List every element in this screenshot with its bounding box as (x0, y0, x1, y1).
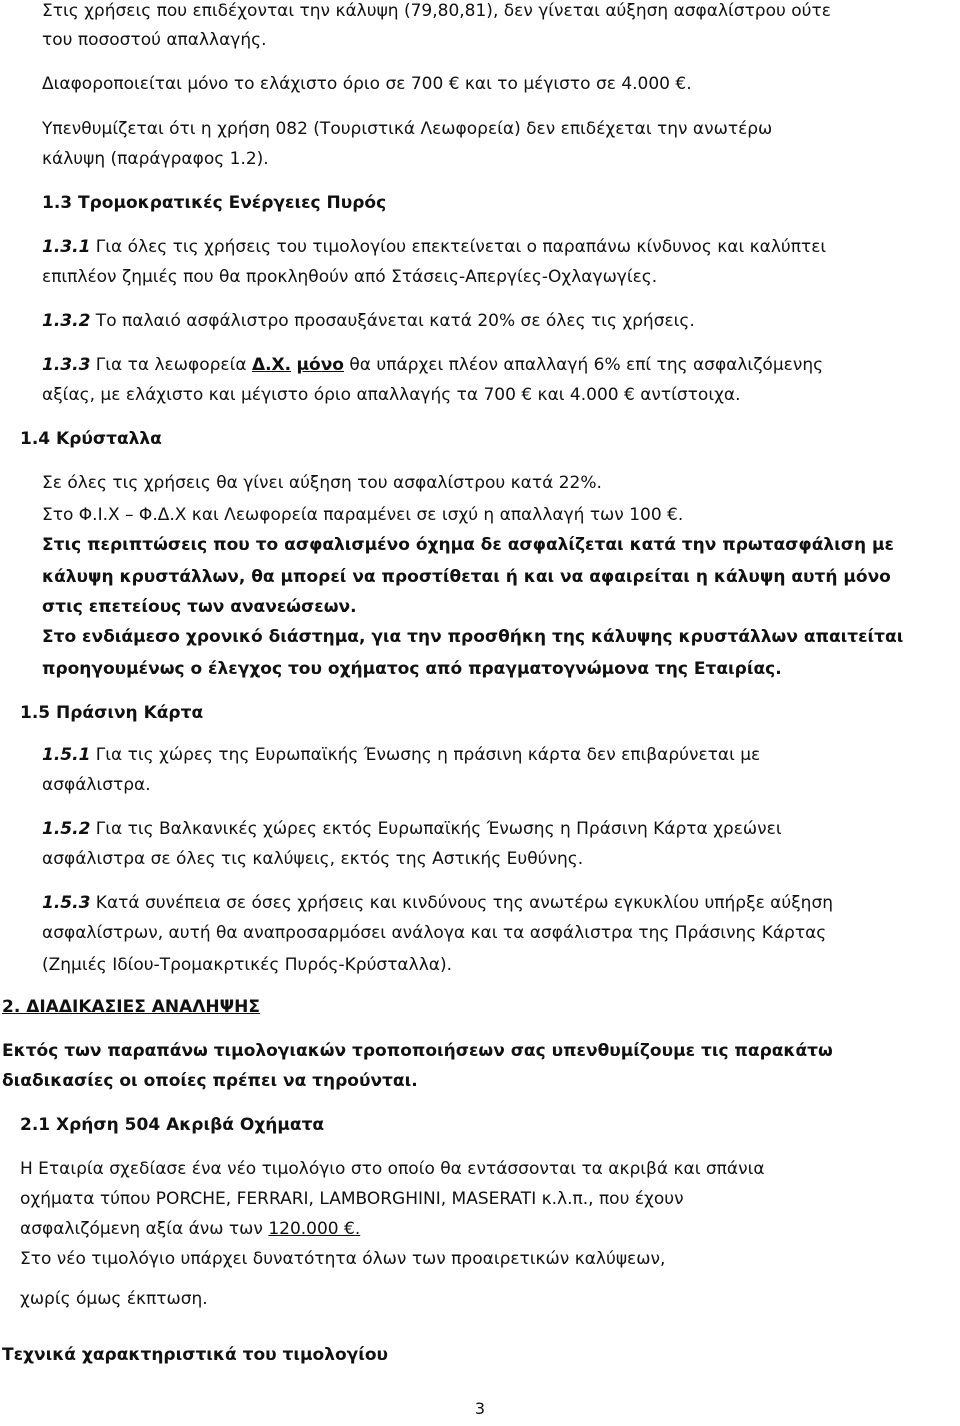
para-glass-interim-line2: προηγουμένως ο έλεγχος του οχήματος από πραγματογνώμονα της Εταιρίας. (42, 659, 782, 679)
para-reminder-line2: κάλυψη (παράγραφος 1.2). (42, 149, 269, 169)
heading-2-1: 2.1 Χρήση 504 Ακριβά Οχήματα (20, 1115, 325, 1135)
para-procedures-line1: Εκτός των παραπάνω τιμολογιακών τροποποιήσεων σας υπενθυμίζουμε τις παρακάτω (2, 1041, 833, 1061)
section-number: 1.3.1 (42, 237, 91, 257)
section-1-5-3-line3: (Ζημιές Ιδίου-Τρομακρτικές Πυρός-Κρύσταλλα). (42, 955, 452, 975)
section-text: θα υπάρχει πλέον απαλλαγή 6% επί της ασφαλιζόμενης (343, 355, 824, 375)
section-1-5-2-line1 (42, 813, 782, 845)
para-limits: Διαφοροποιείται μόνο το ελάχιστο όριο σε 700 € και το μέγιστο σε 4.000 €. (42, 74, 692, 94)
section-1-5-2-line2: ασφάλιστρα σε όλες τις καλύψεις, εκτός της Αστικής Ευθύνης. (42, 849, 584, 869)
section-number: 1.5.2 (42, 819, 91, 839)
section-1-5-3-line1 (42, 887, 833, 919)
bus-type: Δ.Χ. (251, 355, 292, 375)
section-1-3-2 (42, 305, 695, 337)
section-1-3-1-line2: επιπλέον ζημιές που θα προκληθούν από Στάσεις-Απεργίες-Οχλαγωγίες. (42, 267, 658, 287)
para-expensive-line4: Στο νέο τιμολόγιο υπάρχει δυνατότητα όλων των προαιρετικών καλύψεων, (20, 1249, 666, 1269)
section-text: Για τα λεωφορεία (90, 355, 252, 375)
section-text: Το παλαιό ασφάλιστρο προσαυξάνεται κατά 20% σε όλες τις χρήσεις. (90, 311, 695, 331)
section-1-5-1-line2: ασφάλιστρα. (42, 775, 151, 795)
value-threshold: 120.000 €. (268, 1219, 361, 1239)
para-reminder-line1: Υπενθυμίζεται ότι η χρήση 082 (Τουριστικά Λεωφορεία) δεν επιδέχεται την ανωτέρω (42, 119, 773, 139)
heading-1-4: 1.4 Κρύσταλλα (20, 429, 162, 449)
section-1-3-3-line1 (42, 349, 823, 381)
section-number: 1.3.2 (42, 311, 91, 331)
section-number: 1.5.1 (42, 745, 91, 765)
para-coverage-line1: Στις χρήσεις που επιδέχονται την κάλυψη (79,80,81), δεν γίνεται αύξηση ασφαλίστρου ούτε (42, 1, 831, 21)
para-expensive-line1: Η Εταιρία σχεδίασε ένα νέο τιμολόγιο στο οποίο θα εντάσσονται τα ακριβά και σπάνια (20, 1159, 765, 1179)
section-1-5-1-line1 (42, 739, 760, 771)
para-glass-deductible: Στο Φ.Ι.Χ – Φ.Δ.Χ και Λεωφορεία παραμένει σε ισχύ η απαλλαγή των 100 €. (42, 505, 684, 525)
section-text: Κατά συνέπεια σε όσες χρήσεις και κινδύνους της ανωτέρω εγκυκλίου υπήρξε αύξηση (90, 893, 834, 913)
section-1-3-3-line2: αξίας, με ελάχιστο και μέγιστο όριο απαλλαγής τα 700 € και 4.000 € αντίστοιχα. (42, 385, 741, 405)
para-glass-interim-line1: Στο ενδιάμεσο χρονικό διάστημα, για την προσθήκη της κάλυψης κρυστάλλων απαιτείται (42, 627, 904, 647)
para-glass-increase: Σε όλες τις χρήσεις θα γίνει αύξηση του ασφαλίστρου κατά 22%. (42, 473, 602, 493)
section-text: Για τις χώρες της Ευρωπαϊκής Ένωσης η πράσινη κάρτα δεν επιβαρύνεται με (90, 745, 761, 765)
para-expensive-line3 (20, 1213, 360, 1245)
heading-2: 2. ΔΙΑΔΙΚΑΣΙΕΣ ΑΝΑΛΗΨΗΣ (2, 997, 260, 1017)
section-1-5-3-line2: ασφαλίστρων, αυτή θα αναπροσαρμόσει ανάλογα και τα ασφάλιστρα της Πράσινης Κάρτας (42, 923, 827, 943)
heading-1-3: 1.3 Τρομοκρατικές Ενέργειες Πυρός (42, 193, 387, 213)
section-text: Για όλες τις χρήσεις του τιμολογίου επεκτείνεται ο παραπάνω κίνδυνος και καλύπτει (90, 237, 827, 257)
section-text: ασφαλιζόμενη αξία άνω των (20, 1219, 269, 1239)
para-glass-cases-line1: Στις περιπτώσεις που το ασφαλισμένο όχημα δε ασφαλίζεται κατά την πρωτασφάλιση με (42, 535, 894, 555)
heading-1-5: 1.5 Πράσινη Κάρτα (20, 703, 204, 723)
page-number: 3 (474, 1399, 486, 1418)
para-glass-cases-line3: στις επετείους των ανανεώσεων. (42, 597, 357, 617)
section-text: Για τις Βαλκανικές χώρες εκτός Ευρωπαϊκής Ένωσης η Πράσινη Κάρτα χρεώνει (90, 819, 782, 839)
emphasis-only: μόνο (296, 355, 344, 375)
para-expensive-line5: χωρίς όμως έκπτωση. (20, 1289, 208, 1309)
para-glass-cases-line2: κάλυψη κρυστάλλων, θα μπορεί να προστίθεται ή και να αφαιρείται η κάλυψη αυτή μόνο (42, 567, 891, 587)
heading-technical: Τεχνικά χαρακτηριστικά του τιμολογίου (2, 1345, 388, 1365)
section-number: 1.3.3 (42, 355, 91, 375)
para-procedures-line2: διαδικασίες οι οποίες πρέπει να τηρούνται. (2, 1071, 418, 1091)
para-expensive-line2: οχήματα τύπου PORCHE, FERRARI, LAMBORGHINI, MASERATI κ.λ.π., που έχουν (20, 1189, 684, 1209)
section-number: 1.5.3 (42, 893, 91, 913)
section-1-3-1-line1 (42, 231, 826, 263)
para-coverage-line2: του ποσοστού απαλλαγής. (42, 30, 267, 50)
